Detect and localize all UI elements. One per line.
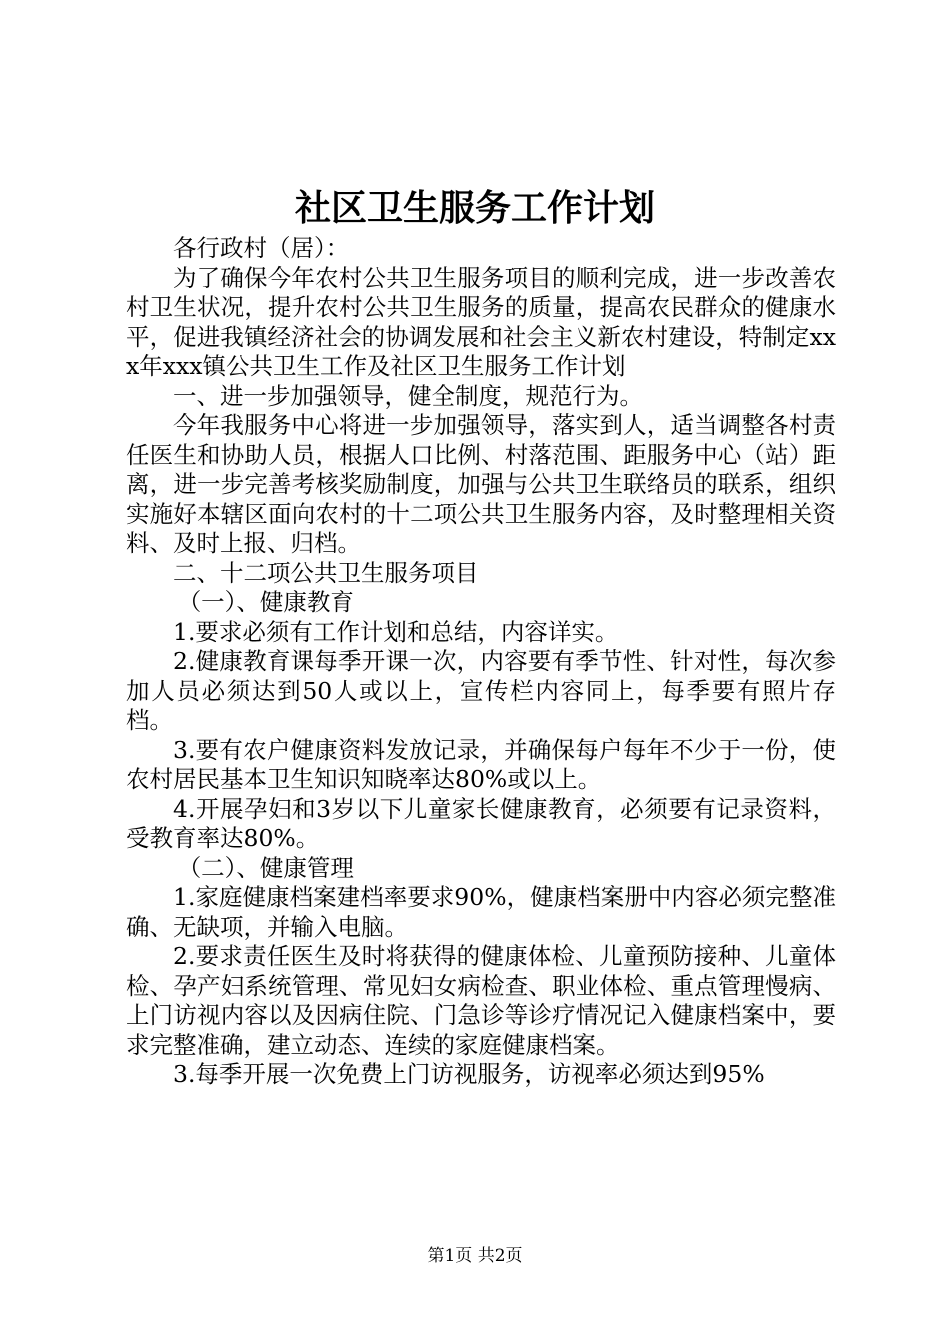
section-heading-2: 二、十二项公共卫生服务项目 xyxy=(173,558,479,587)
document-body xyxy=(126,234,836,1090)
list-item: 2.健康教育课每季开课一次，内容要有季节性、针对性，每次参加人员必须达到50人或以上，宣传栏内容同上，每季要有照片存档。 xyxy=(126,647,836,734)
list-item: 1.家庭健康档案建档率要求90%，健康档案册中内容必须完整准确、无缺项，并输入电脑。 xyxy=(126,883,836,941)
list-item: 1.要求必须有工作计划和总结，内容详实。 xyxy=(173,617,619,646)
document-title: 社区卫生服务工作计划 xyxy=(294,187,655,229)
list-item: 3.每季开展一次免费上门访视服务，访视率必须达到95% xyxy=(173,1060,765,1088)
paragraph-intro: 为了确保今年农村公共卫生服务项目的顺利完成，进一步改善农村卫生状况，提升农村公共卫生服务的质量，提高农民群众的健康水平，促进我镇经济社会的协调发展和社会主义新农村建设，特制定xxx年xxx镇公共卫生工作及社区卫生服务工作计划 xyxy=(126,263,836,380)
subsection-heading-2: （二）、健康管理 xyxy=(177,853,354,882)
paragraph: 今年我服务中心将进一步加强领导，落实到人，适当调整各村责任医生和协助人员，根据人口比例、村落范围、距服务中心（站）距离，进一步完善考核奖励制度，加强与公共卫生联络员的联系，组织实施好本辖区面向农村的十二项公共卫生服务内容，及时整理相关资料、及时上报、归档。 xyxy=(126,411,836,557)
list-item: 3.要有农户健康资料发放记录，并确保每户每年不少于一份，使农村居民基本卫生知识知晓率达80%或以上。 xyxy=(126,735,836,793)
page-number: 第1页 共2页 xyxy=(427,1246,523,1266)
subsection-heading-1: （一）、健康教育 xyxy=(177,588,354,616)
salutation: 各行政村（居）： xyxy=(173,234,350,262)
list-item: 2.要求责任医生及时将获得的健康体检、儿童预防接种、儿童体检、孕产妇系统管理、常见妇女病检查、职业体检、重点管理慢病、上门访视内容以及因病住院、门急诊等诊疗情况记入健康档案中，要求完整准确，建立动态、连续的家庭健康档案。 xyxy=(126,942,836,1059)
section-heading-1: 一、进一步加强领导，健全制度，规范行为。 xyxy=(173,381,643,410)
list-item: 4.开展孕妇和3岁以下儿童家长健康教育，必须要有记录资料，受教育率达80%。 xyxy=(126,794,836,852)
